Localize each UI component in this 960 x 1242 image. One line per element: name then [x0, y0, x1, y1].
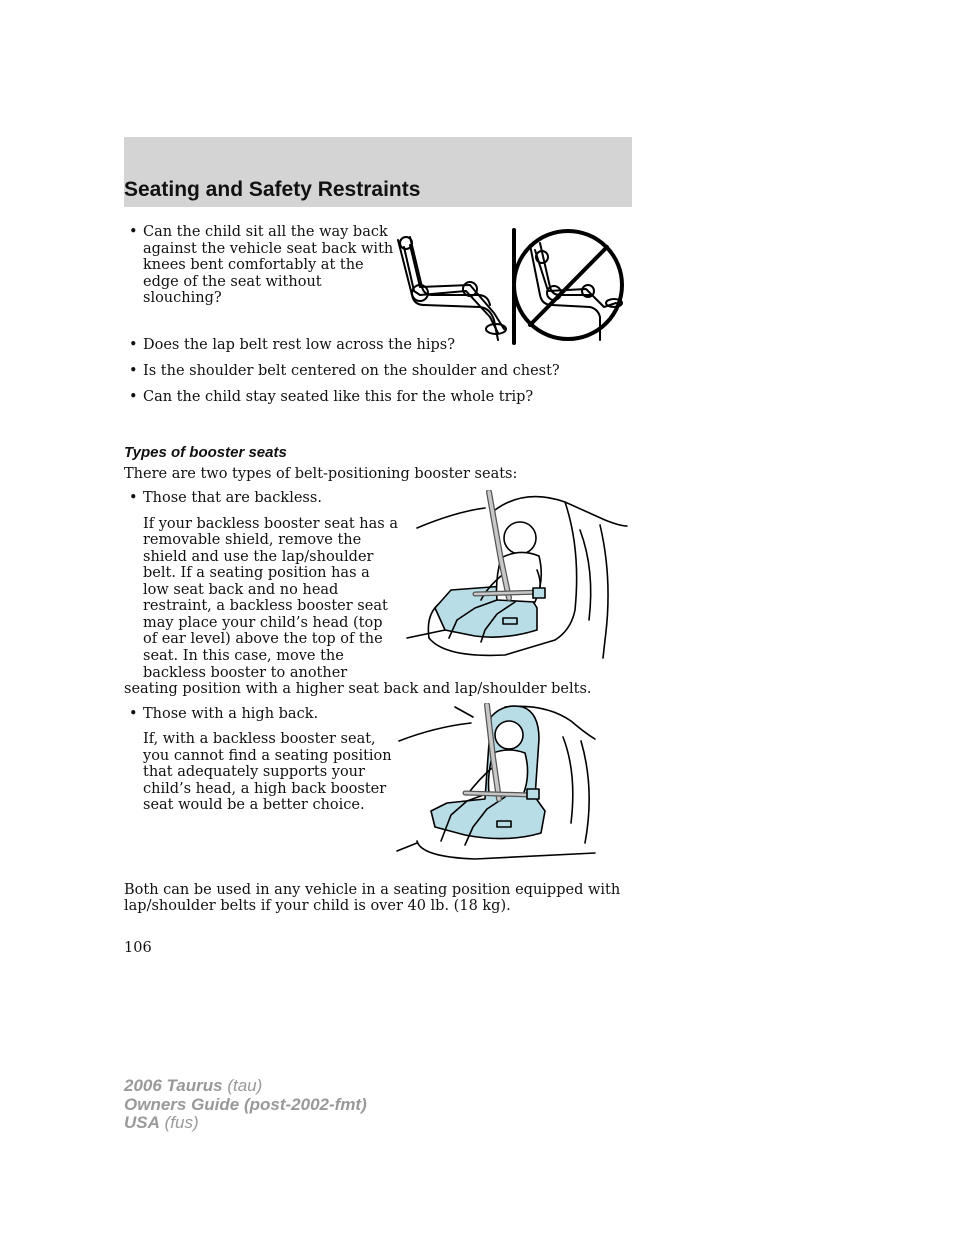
text-line: Can the child sit all the way back: [143, 224, 388, 240]
window-line: [399, 723, 471, 741]
text-line: low seat back and no head: [143, 582, 339, 598]
bullet-dot: •: [129, 224, 138, 240]
bullet-dot: •: [129, 363, 138, 379]
section-title: Seating and Safety Restraints: [124, 178, 421, 201]
footer-market: USA: [124, 1113, 160, 1132]
highback-booster-illustration: [395, 703, 610, 863]
bullet-lap-belt: Does the lap belt rest low across the hips?: [143, 337, 455, 353]
footer-market-code: (fus): [164, 1113, 199, 1132]
footer-model-code: (tau): [227, 1076, 263, 1095]
text-line: you cannot find a seating position: [143, 748, 392, 764]
text-line: shield and use the lap/shoulder: [143, 549, 374, 565]
text-line: slouching?: [143, 290, 222, 306]
footer-guide: Owners Guide (post-2002-fmt): [124, 1094, 367, 1114]
subheading-types: Types of booster seats: [124, 444, 287, 461]
page-number: 106: [124, 940, 152, 956]
closing-line-1: Both can be used in any vehicle in a seating position equipped with: [124, 882, 621, 898]
bullet-backless: Those that are backless.: [143, 490, 322, 506]
prohibition-slash: [530, 247, 607, 325]
vehicle-seat: [495, 497, 627, 526]
bullet-dot: •: [129, 337, 138, 353]
text-line: seat would be a better choice.: [143, 797, 365, 813]
bullet-shoulder-belt: Is the shoulder belt centered on the shoulder and chest?: [143, 363, 560, 379]
window-line: [417, 508, 485, 528]
text-line: belt. If a seating position has a: [143, 565, 370, 581]
document-footer: [124, 1077, 367, 1133]
text-line: backless booster to another: [143, 665, 348, 681]
text-line: removable shield, remove the: [143, 532, 362, 548]
head-circle: [400, 237, 412, 249]
child-head: [495, 721, 523, 749]
bullet-highback: Those with a high back.: [143, 706, 319, 722]
intro-text: There are two types of belt-positioning booster seats:: [124, 466, 518, 482]
text-line: against the vehicle seat back with: [143, 241, 394, 257]
text-line: of ear level) above the top of the: [143, 631, 383, 647]
text-line: seat. In this case, move the: [143, 648, 344, 664]
text-line: knees bent comfortably at the: [143, 257, 364, 273]
seating-posture-illustration: [390, 225, 635, 350]
text-line: edge of the seat without: [143, 274, 322, 290]
text-line: that adequately supports your: [143, 764, 365, 780]
bullet-dot: •: [129, 490, 138, 506]
bullet-dot: •: [129, 706, 138, 722]
child-head: [504, 522, 536, 554]
bullet-whole-trip: Can the child stay seated like this for the whole trip?: [143, 389, 534, 405]
text-line: child’s head, a high back booster: [143, 781, 387, 797]
text-line: If your backless booster seat has a: [143, 516, 398, 532]
text-line: If, with a backless booster seat,: [143, 731, 376, 747]
text-line: restraint, a backless booster seat: [143, 598, 388, 614]
bullet-dot: •: [129, 389, 138, 405]
text-line: seating position with a higher seat back and lap/shoulder belts.: [124, 681, 592, 697]
backless-booster-illustration: [405, 490, 635, 665]
text-line: may place your child’s head (top: [143, 615, 383, 631]
closing-line-2: lap/shoulder belts if your child is over 40 lb. (18 kg).: [124, 898, 511, 914]
footer-model: 2006 Taurus: [124, 1076, 223, 1095]
